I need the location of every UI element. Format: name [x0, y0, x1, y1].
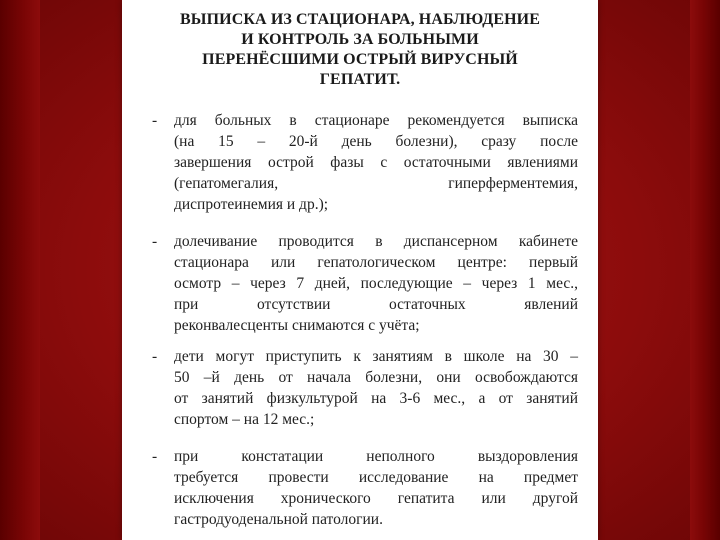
- title-line: ПЕРЕНЁСШИМИ ОСТРЫЙ ВИРУСНЫЙ: [202, 51, 518, 68]
- item-line: осмотр – через 7 дней, последующие – через 1 мес.,: [174, 275, 578, 292]
- background-right-stripe: [690, 0, 720, 540]
- item-line: дети могут приступить к занятиям в школе на 30 –: [174, 348, 578, 365]
- item-line: долечивание проводится в диспансерном кабинете: [174, 233, 578, 250]
- item-line: диспротеинемия и др.);: [174, 196, 329, 213]
- item-line: спортом – на 12 мес.;: [174, 411, 315, 428]
- item-line: от занятий физкультурой на 3-6 мес., а от занятий: [174, 390, 578, 407]
- item-line: 50 –й день от начала болезни, они освобождаются: [174, 369, 578, 386]
- bullet-dash: -: [152, 112, 158, 129]
- title-line: И КОНТРОЛЬ ЗА БОЛЬНЫМИ: [241, 31, 479, 48]
- item-line: (на 15 – 20-й день болезни), сразу после: [174, 133, 578, 150]
- background-left-stripe: [0, 0, 40, 540]
- bullet-dash: -: [152, 233, 158, 250]
- document-title: [122, 10, 598, 90]
- list-item: [152, 110, 578, 215]
- item-line: стационара или гепатологическом центре: первый: [174, 254, 578, 271]
- item-line: (гепатомегалия, гиперферментемия,: [174, 175, 578, 192]
- item-line: гастродуоденальной патологии.: [174, 511, 383, 528]
- item-line: при констатации неполного выздоровления: [174, 448, 578, 465]
- bullet-dash: -: [152, 448, 158, 465]
- document-page: [122, 0, 598, 540]
- list-item: [152, 346, 578, 430]
- item-line: завершения острой фазы с остаточными явлениями: [174, 154, 578, 171]
- bullet-dash: -: [152, 348, 158, 365]
- item-line: реконвалесценты снимаются с учёта;: [174, 317, 420, 334]
- item-line: исключения хронического гепатита или другой: [174, 490, 578, 507]
- title-line: ГЕПАТИТ.: [319, 71, 401, 88]
- item-line: для больных в стационаре рекомендуется выписка: [174, 112, 578, 129]
- item-line: при отсутствии остаточных явлений: [174, 296, 578, 313]
- list-item: [152, 446, 578, 530]
- list-item: [152, 231, 578, 336]
- title-line: ВЫПИСКА ИЗ СТАЦИОНАРА, НАБЛЮДЕНИЕ: [180, 11, 540, 28]
- item-line: требуется провести исследование на предмет: [174, 469, 578, 486]
